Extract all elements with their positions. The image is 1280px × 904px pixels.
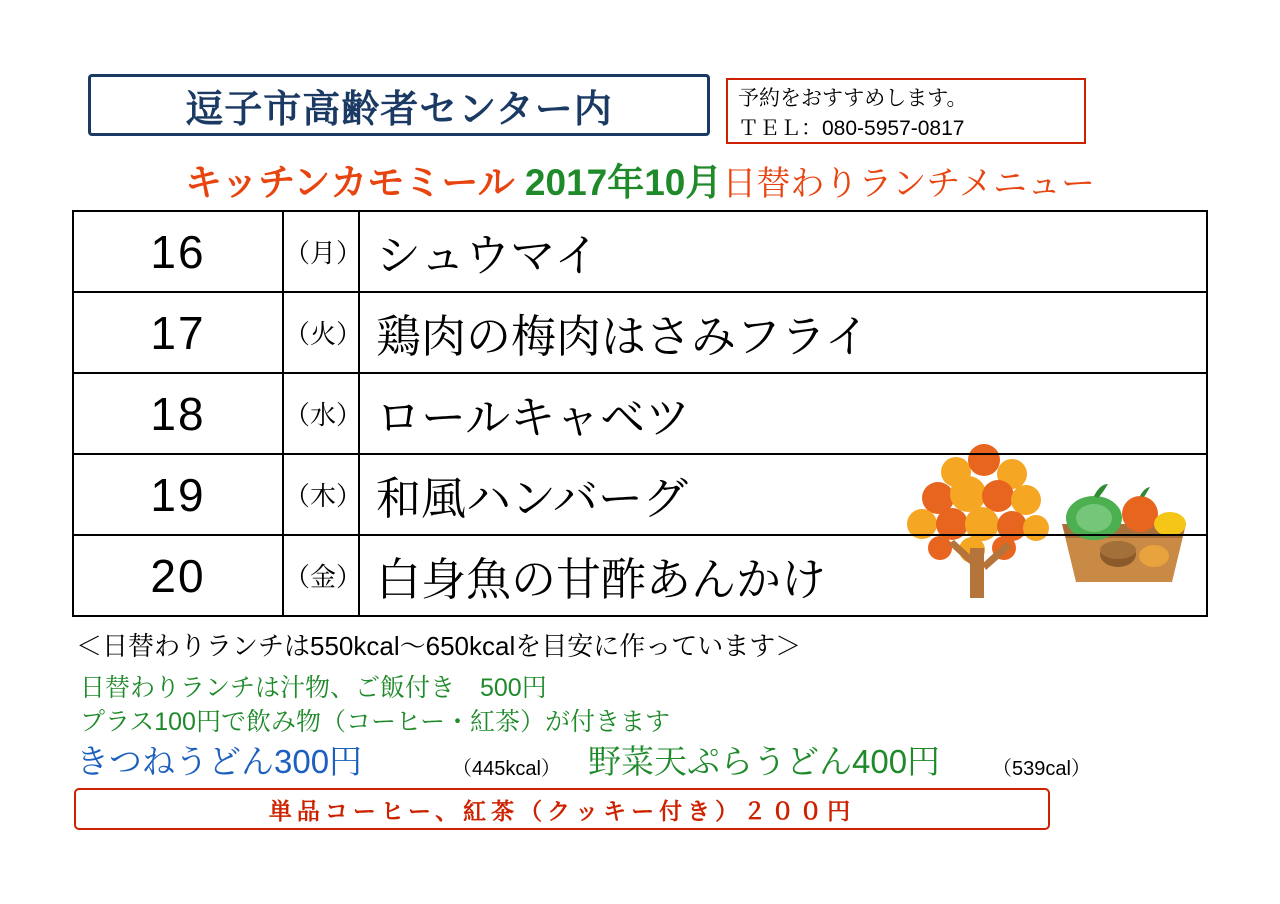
- venue-label: 逗子市高齢者センター内: [185, 88, 613, 131]
- table-row: [73, 373, 1207, 454]
- menu-item-name: 鶏肉の梅肉はさみフライ: [376, 311, 870, 362]
- calorie-note: ＜日替わりランチは550kcal〜650kcalを目安に作っています＞: [76, 631, 802, 661]
- day-number: 18: [150, 387, 206, 440]
- page-title: [0, 152, 1280, 206]
- lunch-price-note: 日替わりランチは汁物、ご飯付き 500円: [80, 674, 547, 702]
- tempura-udon-price: 野菜天ぷらうどん400円: [588, 743, 941, 780]
- cell-dow: [283, 292, 363, 373]
- day-number: 19: [150, 468, 206, 521]
- table-row: [73, 454, 1207, 535]
- menu-item-name: シュウマイ: [376, 230, 600, 281]
- day-of-week: （火）: [284, 319, 363, 349]
- cell-day: [73, 292, 283, 373]
- tempura-udon-kcal: （539cal）: [992, 758, 1091, 780]
- table-row: [73, 211, 1207, 292]
- drink-addon-note: プラス100円で飲み物（コーヒー・紅茶）が付きます: [80, 708, 670, 736]
- venue-box: [88, 74, 710, 136]
- cell-day: [73, 535, 283, 616]
- cell-menu: [359, 292, 1207, 373]
- reservation-box: [726, 78, 1086, 144]
- menu-item-name: ロールキャベツ: [376, 392, 691, 443]
- day-number: 17: [150, 306, 206, 359]
- table-row: [73, 292, 1207, 373]
- reservation-line-1: 予約をおすすめします。: [738, 87, 968, 110]
- cell-day: [73, 373, 283, 454]
- cell-menu: [359, 535, 1207, 616]
- cell-menu: [359, 373, 1207, 454]
- day-of-week: （月）: [284, 238, 363, 268]
- day-number: 16: [150, 225, 206, 278]
- coffee-price-box: [74, 788, 1050, 830]
- cell-day: [73, 454, 283, 535]
- cell-menu: [359, 454, 1207, 535]
- coffee-price-label: 単品コーヒー、紅茶（クッキー付き）２００円: [268, 797, 856, 824]
- day-of-week: （金）: [284, 562, 363, 592]
- kitsune-udon-kcal: （445kcal）: [452, 758, 561, 780]
- cell-dow: [283, 535, 363, 616]
- table-row: [73, 535, 1207, 616]
- kitsune-udon-price: きつねうどん300円: [76, 743, 363, 780]
- title-date: 2017年10月: [524, 162, 723, 203]
- menu-item-name: 和風ハンバーグ: [376, 473, 688, 524]
- cell-day: [73, 211, 283, 292]
- cell-menu: [359, 211, 1207, 292]
- cell-dow: [283, 373, 363, 454]
- menu-item-name: 白身魚の甘酢あんかけ: [376, 554, 827, 605]
- day-of-week: （水）: [284, 400, 363, 430]
- title-kitchen: キッチンカモミール: [184, 162, 525, 203]
- day-of-week: （木）: [284, 481, 363, 511]
- reservation-phone: ＴＥＬ：080-5957-0817: [738, 117, 965, 140]
- menu-table: [72, 210, 1208, 617]
- cell-dow: [283, 211, 363, 292]
- title-rest: 日替わりランチメニュー: [722, 165, 1096, 203]
- cell-dow: [283, 454, 363, 535]
- day-number: 20: [150, 549, 206, 602]
